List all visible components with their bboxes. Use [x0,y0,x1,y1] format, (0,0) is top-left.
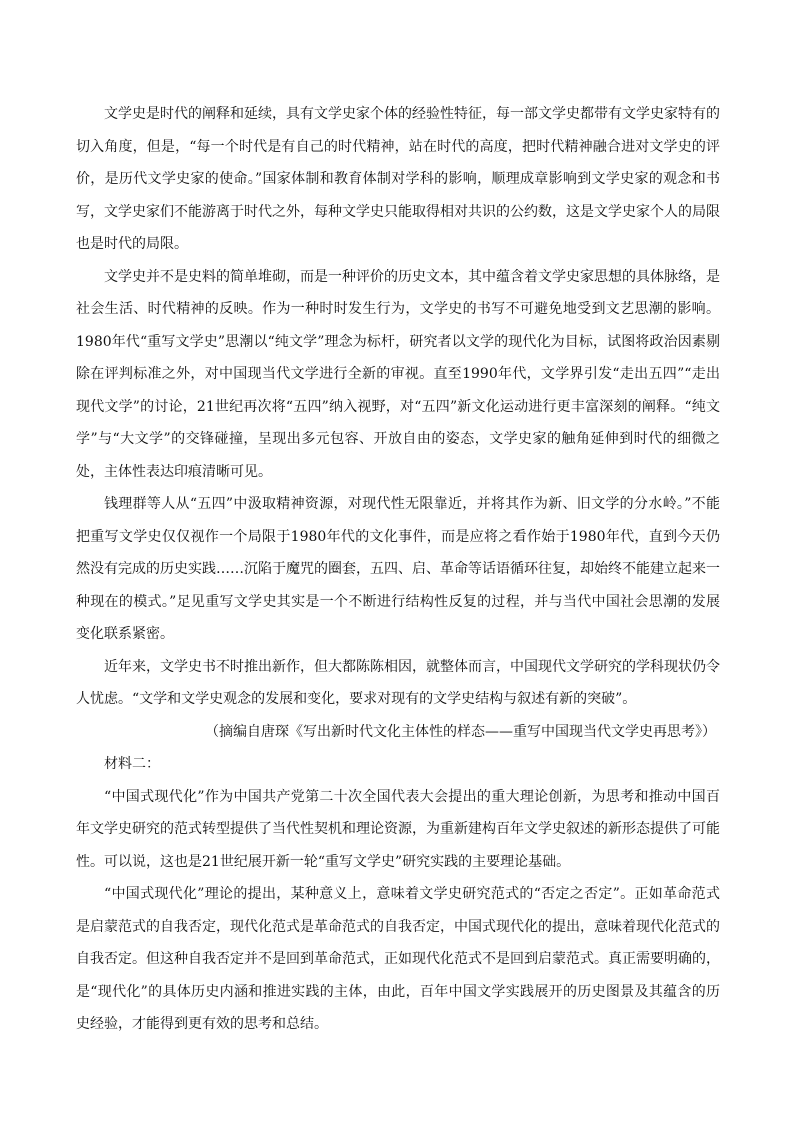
paragraph-2: 文学史并不是史料的简单堆砌，而是一种评价的历史文本，其中蕴含着文学史家思想的具体脉络，是社会生活、时代精神的反映。作为一种时时发生行为，文学史的书写不可避免地受到文艺思潮的影响。1980年代“重写文学史”思潮以“纯文学”理念为标杆，研究者以文学的现代化为目标，试图将政治因素剔除在评判标准之外，对中国现当代文学进行全新的审视。直至1990年代，文学界引发“走出五四”“走出现代文学”的讨论，21世纪再次将“五四”纳入视野，对“五四”新文化运动进行更丰富深刻的阐释。“纯文学”与“大文学”的交锋碰撞，呈现出多元包容、开放自由的姿态，文学史家的触角延伸到时代的细微之处，主体性表达印痕清晰可见。 [76,268,720,480]
paragraph-1: 文学史是时代的阐释和延续，具有文学史家个体的经验性特征，每一部文学史都带有文学史家特有的切入角度，但是，“每一个时代是有自己的时代精神，站在时代的高度，把时代精神融合进对文学史的评价，是历代文学史家的使命。”国家体制和教育体制对学科的影响，顺理成章影响到文学史家的观念和书写，文学史家们不能游离于时代之外，每种文学史只能取得相对共识的公约数，这是文学史家个人的局限也是时代的局限。 [76,106,720,252]
material2-paragraph-1: “中国式现代化”作为中国共产党第二十次全国代表大会提出的重大理论创新，为思考和推动中国百年文学史研究的范式转型提供了当代性契机和理论资源，为重新建构百年文学史叙述的新形态提供了可能性。可以说，这也是21世纪展开新一轮“重写文学史”研究实践的主要理论基础。 [76,788,720,870]
material2-paragraph-2: “中国式现代化”理论的提出，某种意义上，意味着文学史研究范式的“否定之否定”。正如革命范式是启蒙范式的自我否定，现代化范式是革命范式的自我否定，中国式现代化的提出，意味着现代化范式的自我否定。但这种自我否定并不是回到革命范式，正如现代化范式不是回到启蒙范式。真正需要明确的，是“现代化”的具体历史内涵和推进实践的主体，由此，百年中国文学实践展开的历史图景及其蕴含的历史经验，才能得到更有效的思考和总结。 [76,886,720,1032]
document-body [76,98,720,1041]
paragraph-4: 近年来，文学史书不时推出新作，但大都陈陈相因，就整体而言，中国现代文学研究的学科现状仍令人忧虑。“文学和文学史观念的发展和变化，要求对现有的文学史结构与叙述有新的突破”。 [76,658,720,707]
paragraph-3: 钱理群等人从“五四”中汲取精神资源，对现代性无限靠近，并将其作为新、旧文学的分水岭。”不能把重写文学史仅仅视作一个局限于1980年代的文化事件，而是应将之看作始于1980年代，直到今天仍然没有完成的历史实践……沉陷于魔咒的圈套，五四、启、革命等话语循环往复，却始终不能建立起来一种现在的模式。”足见重写文学史其实是一个不断进行结构性反复的过程，并与当代中国社会思潮的发展变化联系紧密。 [76,496,720,642]
source-citation: （摘编自唐琛《写出新时代文化主体性的样态——重写中国现当代文学史再思考》） [205,723,716,740]
material2-heading: 材料二： [104,756,160,772]
